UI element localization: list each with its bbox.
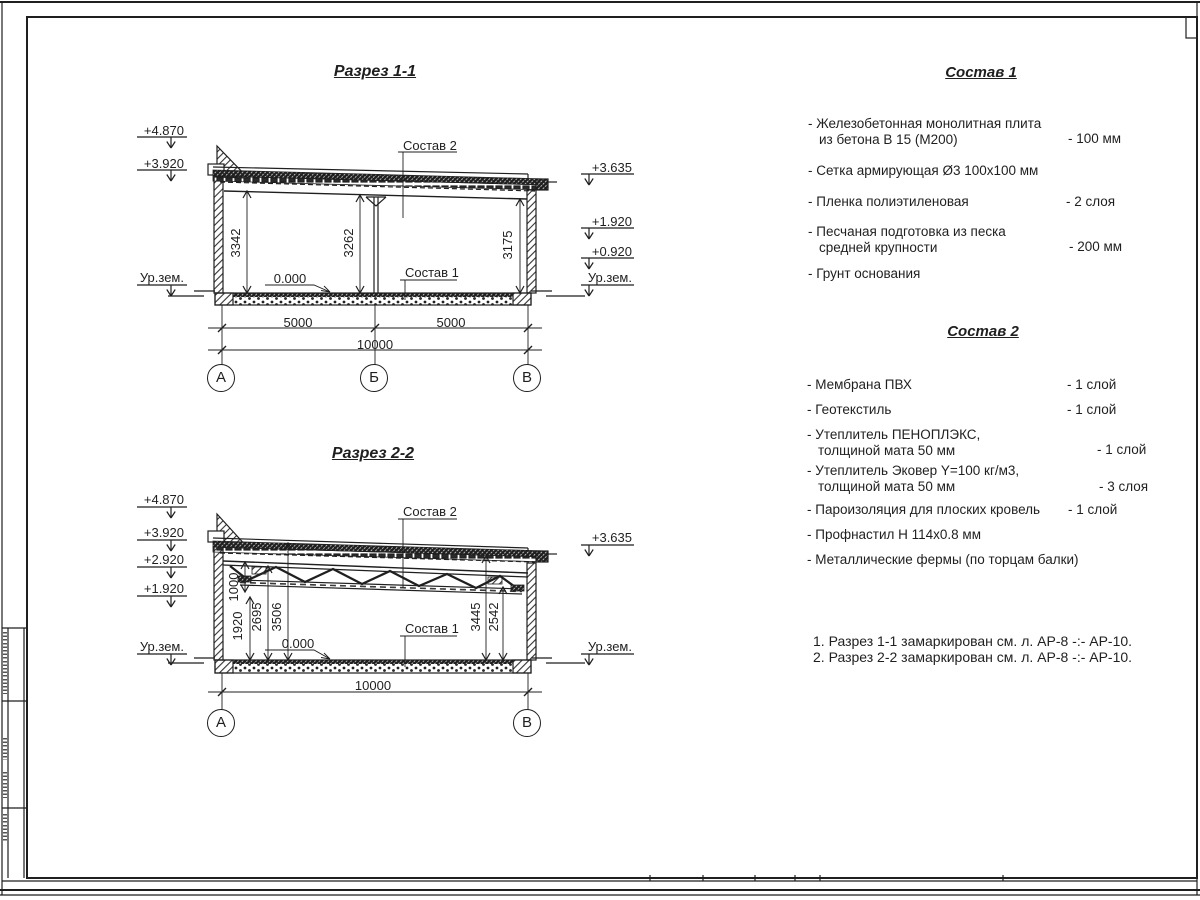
vertical-dimension: 2695 — [249, 602, 264, 632]
item-text: толщиной мата 50 мм — [818, 478, 956, 494]
section2-title: Разрез 2-2 — [331, 445, 415, 462]
item-value: - 1 слой — [1067, 377, 1117, 392]
comp-list-item — [808, 163, 1038, 179]
axis-bubble-b: Б — [360, 364, 388, 392]
comp-list-item — [807, 527, 981, 543]
axis-bubble-a: А — [207, 709, 235, 737]
wall-right-2 — [527, 563, 536, 660]
wall-left-1 — [214, 177, 223, 293]
stamp-microtext — [3, 632, 7, 694]
floor-callout: Состав 1 — [405, 265, 459, 280]
vertical-dimension: 1920 — [230, 611, 245, 641]
floor-callout: Состав 1 — [405, 621, 459, 636]
item-text: - Пленка полиэтиленовая — [808, 194, 969, 209]
vertical-dimension: 3175 — [500, 230, 515, 260]
ground-level-label: Ур.зем. — [587, 639, 632, 654]
item-text: - Металлические фермы (по торцам балки) — [807, 552, 1079, 567]
stamp-microtext — [3, 814, 7, 842]
composition1-title: Состав 1 — [945, 64, 1017, 81]
comp-list-item — [807, 377, 912, 393]
column-capital-1 — [366, 197, 386, 206]
comp-list-item — [807, 552, 1079, 568]
elevation-mark: +3.920 — [143, 525, 184, 540]
ground-level-label: Ур.зем. — [139, 639, 184, 654]
span-dimension: 5000 — [283, 315, 313, 330]
section1-title: Разрез 1-1 — [333, 63, 417, 80]
item-value: - 1 слой — [1097, 442, 1147, 457]
comp-list-item — [807, 463, 1019, 494]
ground-level-label: Ур.зем. — [139, 270, 184, 285]
stamp-microtext — [3, 738, 7, 760]
vertical-dimension: 1000 — [226, 572, 241, 602]
ground-level-label: Ур.зем. — [587, 270, 632, 285]
zero-level-label: 0.000 — [281, 636, 315, 651]
total-dimension: 10000 — [356, 337, 394, 352]
axis-bubble-a: А — [207, 364, 235, 392]
item-text: из бетона В 15 (М200) — [819, 131, 958, 147]
composition2-title: Состав 2 — [947, 323, 1019, 340]
comp-list-item — [808, 224, 1006, 255]
comp-list-item — [807, 502, 1040, 518]
elevation-mark: +4.870 — [143, 492, 184, 507]
item-text: - Железобетонная монолитная плита — [808, 116, 1042, 131]
item-value: - 100 мм — [1068, 131, 1122, 146]
item-text: - Утеплитель Эковер Y=100 кг/м3, — [807, 463, 1020, 478]
comp-list-item — [808, 194, 969, 210]
item-text: средней крупности — [819, 239, 938, 255]
stamp-microtext — [3, 772, 7, 798]
axis-bubble-v: В — [513, 364, 541, 392]
item-text: - Грунт основания — [808, 266, 921, 281]
roof-callout: Состав 2 — [403, 504, 457, 519]
item-text: - Сетка армирующая Ø3 100х100 мм — [808, 163, 1039, 178]
vertical-dimension: 3342 — [228, 228, 243, 258]
vertical-dimension: 2542 — [486, 602, 501, 632]
item-text: - Песчаная подготовка из песка — [808, 224, 1006, 239]
elevation-mark: +1.920 — [143, 581, 184, 596]
wall-right-1 — [527, 190, 536, 293]
elevation-mark: +4.870 — [143, 123, 184, 138]
vertical-dimension: 3262 — [341, 228, 356, 258]
wall-left-2 — [214, 547, 223, 660]
elevation-mark: +2.920 — [143, 552, 184, 567]
item-text: - Пароизоляция для плоских кровель — [807, 502, 1041, 517]
item-text: - Утеплитель ПЕНОПЛЭКС, — [807, 427, 981, 442]
vertical-dimension: 3445 — [468, 602, 483, 632]
item-text: - Профнастил Н 114х0.8 мм — [807, 527, 981, 542]
comp-list-item — [808, 116, 1041, 147]
item-text: - Мембрана ПВХ — [807, 377, 912, 392]
elevation-mark: +3.920 — [143, 156, 184, 171]
item-text: - Геотекстиль — [807, 402, 892, 417]
note-line: 1. Разрез 1-1 замаркирован см. л. АР-8 -:- АР-10. — [813, 633, 1133, 649]
item-value: - 1 слой — [1068, 502, 1118, 517]
note-line: 2. Разрез 2-2 замаркирован см. л. АР-8 -:- АР-10. — [813, 649, 1133, 665]
item-value: - 1 слой — [1067, 402, 1117, 417]
total-dimension: 10000 — [354, 678, 392, 693]
item-value: - 3 слоя — [1099, 479, 1149, 494]
comp-list-item — [807, 402, 891, 418]
elevation-mark: +1.920 — [591, 214, 632, 229]
span-dimension: 5000 — [436, 315, 466, 330]
comp-list-item — [807, 427, 980, 458]
zero-level-label: 0.000 — [273, 271, 307, 286]
item-value: - 2 слоя — [1066, 194, 1116, 209]
elevation-mark: +3.635 — [591, 530, 632, 545]
roof-callout: Состав 2 — [403, 138, 457, 153]
elevation-mark: +0.920 — [591, 244, 632, 259]
comp-list-item — [808, 266, 920, 282]
item-text: толщиной мата 50 мм — [818, 442, 956, 458]
item-value: - 200 мм — [1069, 239, 1123, 254]
elevation-mark: +3.635 — [591, 160, 632, 175]
axis-bubble-v: В — [513, 709, 541, 737]
vertical-dimension: 3506 — [269, 602, 284, 632]
